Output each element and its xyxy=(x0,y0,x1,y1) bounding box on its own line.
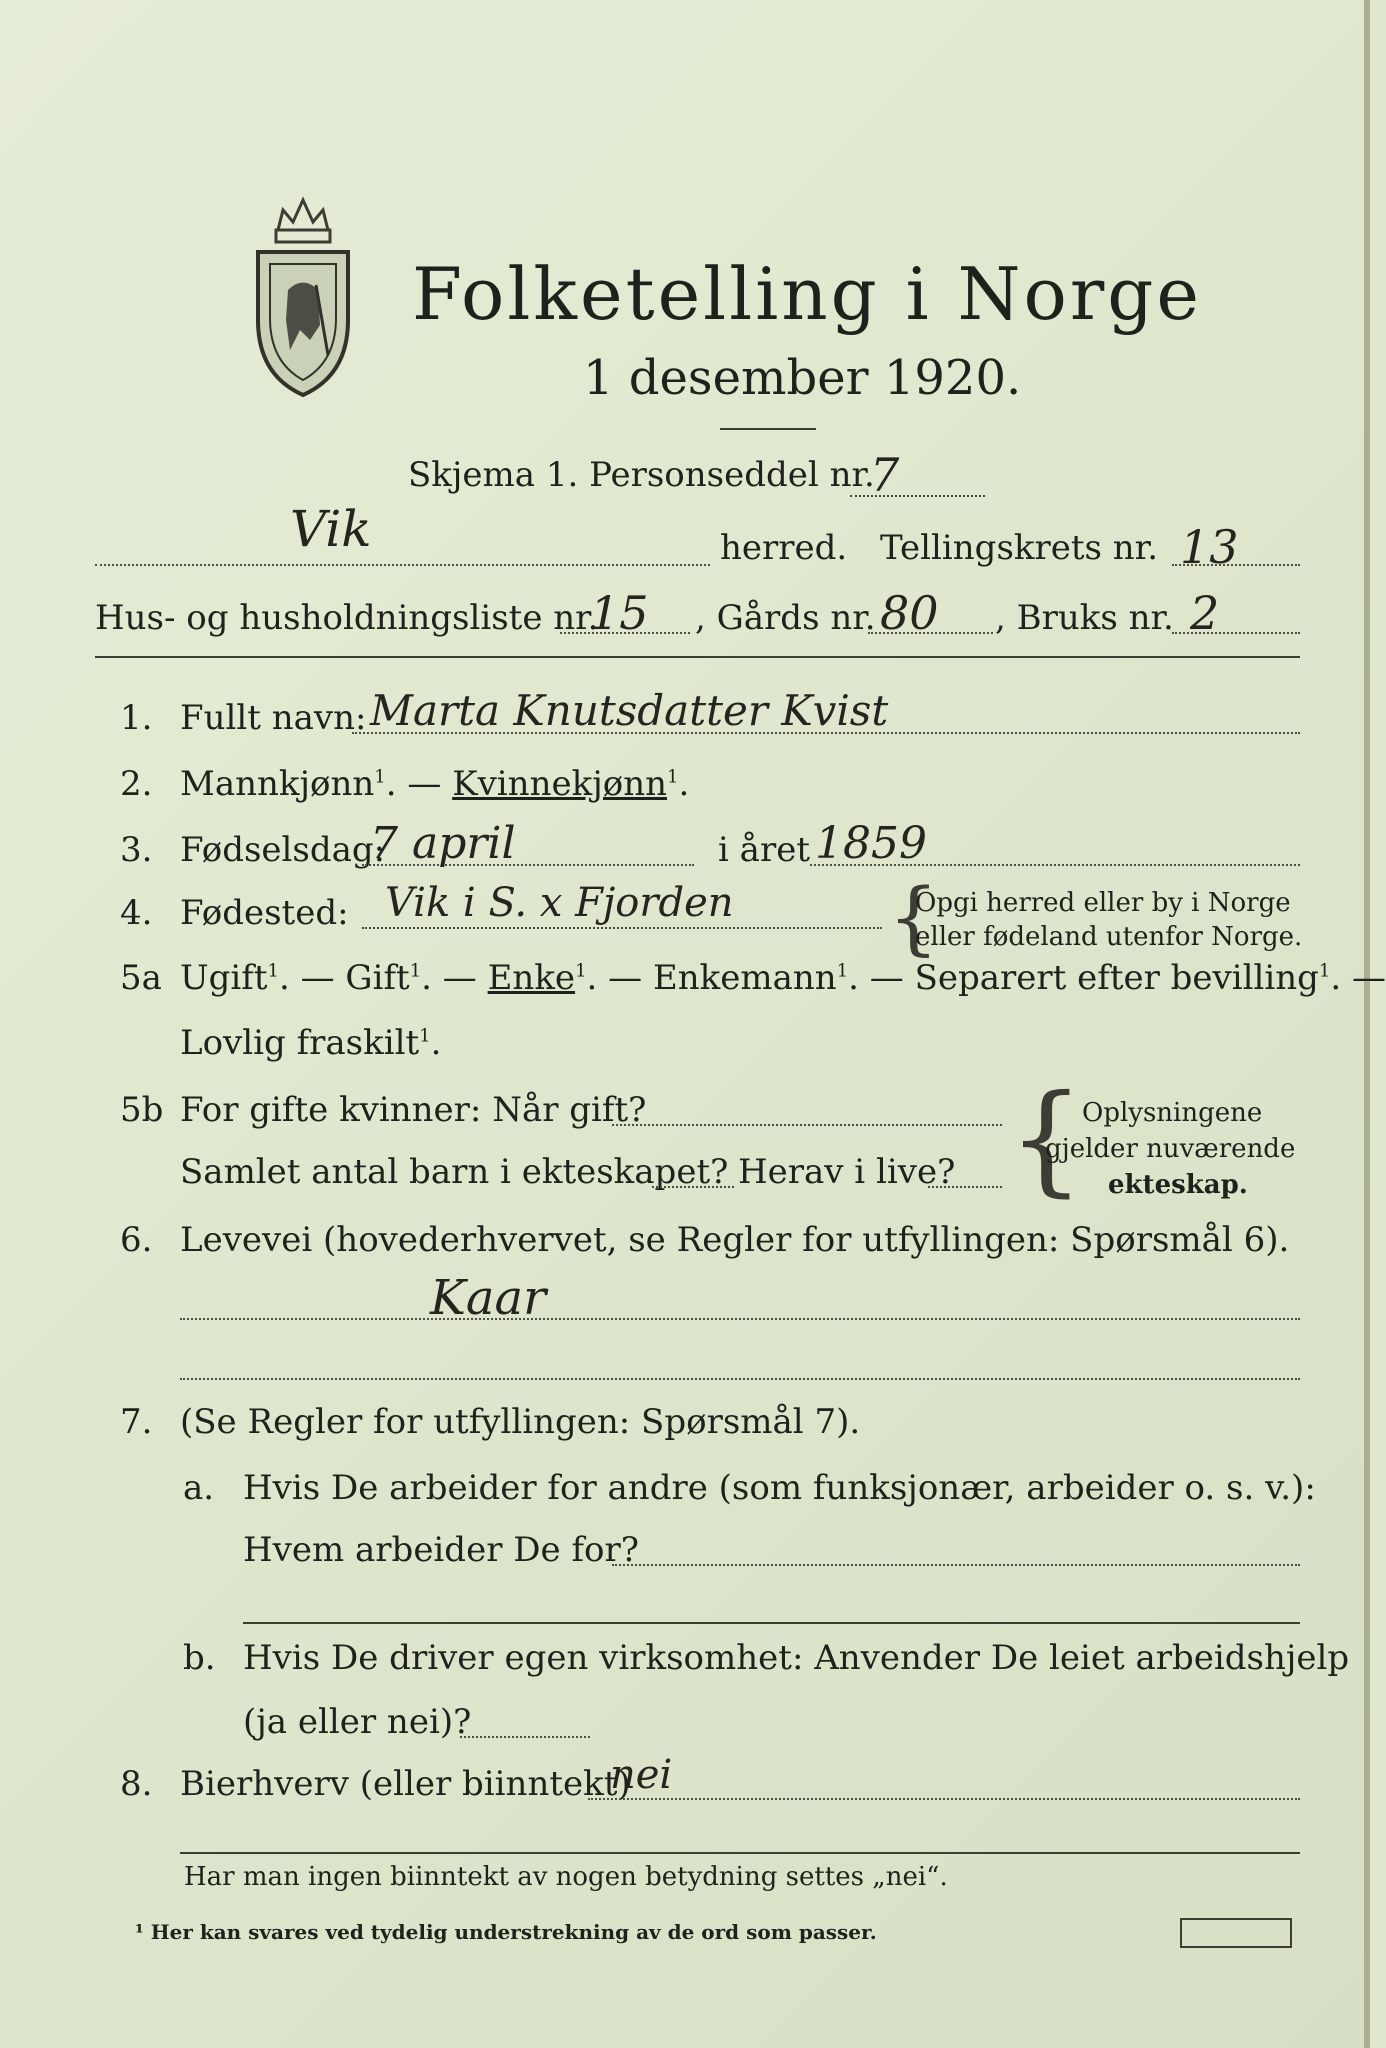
q4-value: Vik i S. x Fjorden xyxy=(385,880,734,926)
q5b-note-line2: gjelder nuværende xyxy=(1045,1134,1296,1164)
note-nei: Har man ingen biinntekt av nogen betydning settes „nei“. xyxy=(184,1862,948,1892)
title-divider xyxy=(720,428,816,430)
q5a-fraskilt: Lovlig fraskilt xyxy=(180,1023,420,1063)
q2-separator: . — xyxy=(385,764,453,804)
q6-line2 xyxy=(180,1378,1300,1380)
q5b-married-line xyxy=(612,1124,1002,1126)
q8-value: nei xyxy=(610,1752,673,1798)
footnote-mark: 1 xyxy=(409,960,422,982)
coat-of-arms-icon xyxy=(248,190,358,400)
q5a-ugift: Ugift xyxy=(180,958,268,998)
footnote-mark: 1 xyxy=(575,960,587,982)
q5b-note-line1: Oplysningene xyxy=(1082,1098,1263,1128)
q5a-line2-end: . xyxy=(430,1023,442,1063)
q3-label: Fødselsdag: xyxy=(180,830,386,870)
q4-note-line2: eller fødeland utenfor Norge. xyxy=(915,922,1303,952)
form-title: Folketelling i Norge xyxy=(412,252,1202,336)
q4-number: 4. xyxy=(120,893,153,933)
q4-brace: { xyxy=(888,871,939,964)
q5b-line1: For gifte kvinner: Når gift? xyxy=(180,1090,647,1130)
tellingskrets-value: 13 xyxy=(1180,520,1239,574)
q5a-end: . — xyxy=(1330,958,1386,998)
q3-year-value: 1859 xyxy=(815,818,927,869)
q5b-brace: { xyxy=(1008,1070,1085,1209)
q8-label: Bierhverv (eller biinntekt) xyxy=(180,1764,631,1804)
q8-line xyxy=(588,1798,1300,1800)
q6-number: 6. xyxy=(120,1220,153,1260)
q7b-letter: b. xyxy=(183,1638,216,1678)
q5a-enke: Enke xyxy=(487,958,576,998)
q6-value: Kaar xyxy=(430,1270,547,1326)
q5a-gift: . — Gift xyxy=(279,958,410,998)
q2-option-kvinne: Kvinnekjønn xyxy=(452,764,667,804)
bruks-value: 2 xyxy=(1190,586,1220,640)
gards-value: 80 xyxy=(880,586,939,640)
personseddel-value: 7 xyxy=(870,448,900,502)
q6-label: Levevei (hovederhvervet, se Regler for utfyllingen: Spørsmål 6). xyxy=(180,1220,1290,1260)
q5b-number: 5b xyxy=(120,1090,164,1130)
q7b-line2: (ja eller nei)? xyxy=(243,1702,472,1742)
q7b-line xyxy=(460,1736,590,1738)
q3-number: 3. xyxy=(120,830,153,870)
q5a-number: 5a xyxy=(120,958,162,998)
footnote-mark: 1 xyxy=(667,766,679,788)
q7b-line1: Hvis De driver egen virksomhet: Anvender De leiet arbeidshjelp xyxy=(243,1638,1350,1678)
gards-label: , Gårds nr. xyxy=(695,598,876,638)
q1-label: Fullt navn: xyxy=(180,698,367,738)
q5b-alive-label: Herav i live? xyxy=(738,1152,956,1192)
q4-line xyxy=(362,927,882,929)
q7-number: 7. xyxy=(120,1402,153,1442)
q5a-separator: . — xyxy=(421,958,488,998)
q8-number: 8. xyxy=(120,1764,153,1804)
herred-label: herred. xyxy=(720,528,848,568)
q5b-note-line3: ekteskap. xyxy=(1108,1170,1248,1200)
q5b-children-line xyxy=(652,1186,734,1188)
footnote-mark: 1 xyxy=(267,960,279,982)
q5b-children-label: Samlet antal barn i ekteskapet? xyxy=(180,1152,729,1192)
q7a-letter: a. xyxy=(183,1468,215,1508)
herred-line xyxy=(95,564,710,566)
footnote-mark: 1 xyxy=(374,766,386,788)
q8-rule xyxy=(180,1852,1300,1854)
q1-number: 1. xyxy=(120,698,153,738)
q2-options xyxy=(180,764,689,804)
printer-stamp xyxy=(1180,1918,1292,1948)
q5a-options xyxy=(180,958,1386,998)
q5a-enkemann: . — Enkemann xyxy=(586,958,837,998)
form-subtitle: 1 desember 1920. xyxy=(583,350,1022,406)
q1-value: Marta Knutsdatter Kvist xyxy=(370,686,889,735)
footnote-mark: 1 xyxy=(836,960,849,982)
footnote-mark: 1 xyxy=(1318,960,1331,982)
q3-year-label: i året xyxy=(718,830,810,870)
header-rule xyxy=(95,656,1300,658)
q2-number: 2. xyxy=(120,764,153,804)
footnote: ¹ Her kan svares ved tydelig understrekning av de ord som passer. xyxy=(135,1920,877,1944)
q6-line1 xyxy=(180,1318,1300,1320)
q7a-rule xyxy=(243,1622,1300,1624)
page-edge xyxy=(1364,0,1370,2048)
q7a-line2: Hvem arbeider De for? xyxy=(243,1530,639,1570)
hus-value: 15 xyxy=(590,586,649,640)
q3-value: 7 april xyxy=(370,818,516,869)
herred-value: Vik xyxy=(290,500,372,558)
q4-label: Fødested: xyxy=(180,893,349,933)
q5b-alive-line xyxy=(928,1186,1002,1188)
schema-label: Skjema 1. Personseddel nr. xyxy=(408,455,875,495)
q2-option-mann: Mannkjønn xyxy=(180,764,375,804)
tellingskrets-label: Tellingskrets nr. xyxy=(880,528,1159,568)
q7a-line1: Hvis De arbeider for andre (som funksjonær, arbeider o. s. v.): xyxy=(243,1468,1316,1508)
footnote-mark: 1 xyxy=(419,1025,431,1047)
q7a-line xyxy=(612,1564,1300,1566)
q5a-line2 xyxy=(180,1023,441,1063)
q4-note-line1: Opgi herred eller by i Norge xyxy=(915,888,1291,918)
q5a-separert: . — Separert efter bevilling xyxy=(848,958,1319,998)
bruks-label: , Bruks nr. xyxy=(995,598,1174,638)
q2-end: . xyxy=(678,764,690,804)
hus-label: Hus- og husholdningsliste nr. xyxy=(95,598,599,638)
q7-label: (Se Regler for utfyllingen: Spørsmål 7). xyxy=(180,1402,861,1442)
